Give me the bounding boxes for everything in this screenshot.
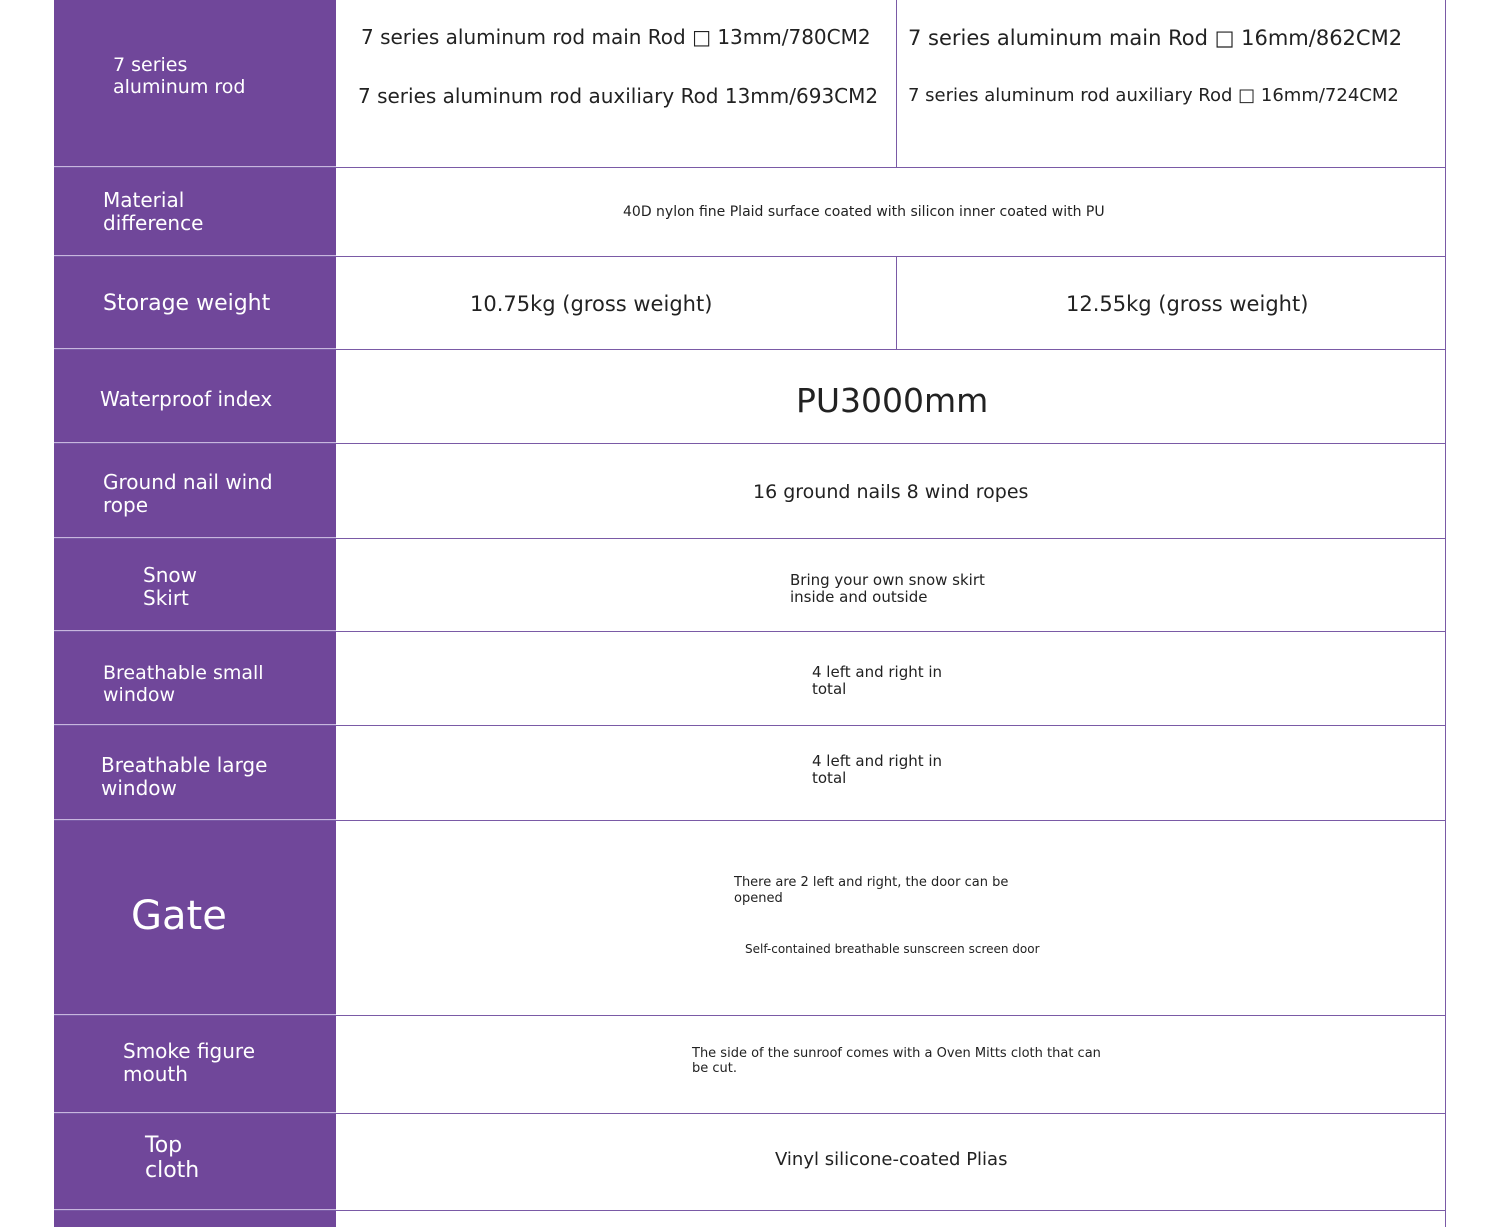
value-cell-standard [336,0,896,167]
table-row-aluminum-rod [54,0,1446,168]
row-label [54,821,336,1015]
table-row-large-window [54,726,1446,821]
value-cell [336,821,1446,1015]
row-label-text: Top cloth [145,1133,200,1184]
value-text: The side of the sunroof comes with a Oven Mitts cloth that can be cut. [692,1046,1101,1076]
value-cell [336,1114,1446,1210]
value-text: 12.55kg (gross weight) [1066,292,1309,316]
table-row-partial [54,1211,1446,1227]
table-row-snow-skirt [54,539,1446,632]
value-text: Bring your own snow skirt inside and outside [790,571,985,607]
value-text: 4 left and right in total [812,663,943,699]
value-text: 10.75kg (gross weight) [470,292,713,316]
value-cell [336,168,1446,256]
row-label [54,257,336,349]
table-row-material [54,168,1446,257]
row-label [54,1211,336,1227]
value-text: 7 series aluminum rod auxiliary Rod □ 16mm/724CM2 [908,85,1399,106]
row-label-text: Waterproof index [100,387,273,411]
value-text: 7 series aluminum rod auxiliary Rod 13mm/693CM2 [358,84,879,108]
row-label-text: Breathable small window [103,662,264,706]
row-label [54,0,336,167]
value-cell-large [897,0,1446,167]
row-label-text: Breathable large window [101,753,268,800]
table-row-storage-weight [54,257,1446,350]
value-text: PU3000mm [796,381,989,420]
table-row-waterproof [54,350,1446,444]
value-text: 7 series aluminum main Rod □ 16mm/862CM2 [908,26,1403,50]
row-label [54,726,336,820]
table-row-smoke-mouth [54,1016,1446,1114]
row-label [54,350,336,443]
row-label-text: 7 series aluminum rod [113,54,246,98]
spec-table [54,0,1446,1227]
table-row-top-cloth [54,1114,1446,1211]
row-label [54,1016,336,1113]
value-cell [336,350,1446,443]
value-text: 4 left and right in total [812,752,943,788]
row-label [54,539,336,631]
value-text: 7 series aluminum rod main Rod □ 13mm/780CM2 [361,25,871,49]
row-label-text: Material difference [103,188,204,235]
row-label [54,1114,336,1210]
row-label [54,632,336,725]
value-cell [336,444,1446,538]
row-label [54,444,336,538]
value-cell [336,726,1446,820]
row-label-text: Snow Skirt [143,563,197,610]
table-row-ground-nail [54,444,1446,539]
value-text: 40D nylon fine Plaid surface coated with silicon inner coated with PU [623,204,1105,220]
value-cell [336,632,1446,725]
row-label-text: Storage weight [103,291,271,316]
value-cell-standard [336,257,896,349]
row-label [54,168,336,256]
value-cell-large [897,257,1446,349]
value-text: There are 2 left and right, the door can be opened [734,875,1009,906]
value-cell [336,1016,1446,1113]
table-row-small-window [54,632,1446,726]
row-label-text: Gate [131,893,227,939]
value-text: Self-contained breathable sunscreen screen door [745,942,1040,956]
row-label-text: Ground nail wind rope [103,470,273,517]
value-text: 16 ground nails 8 wind ropes [753,481,1029,503]
value-text: Vinyl silicone-coated Plias [775,1149,1008,1170]
table-row-gate [54,821,1446,1016]
value-cell [336,539,1446,631]
row-label-text: Smoke figure mouth [123,1039,256,1086]
